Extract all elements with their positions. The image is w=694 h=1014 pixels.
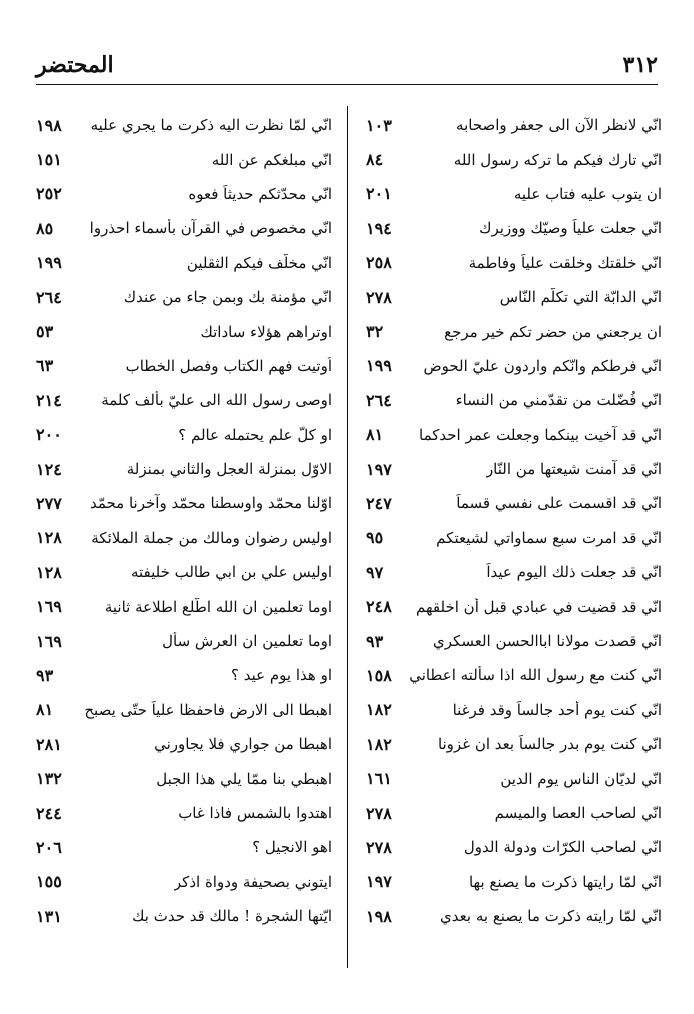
index-entry [366, 486, 662, 520]
index-entry [36, 280, 332, 314]
entry-page-number: ٩٥ [366, 528, 384, 548]
index-entry [366, 452, 662, 486]
entry-text: اوّلنا محمّد واوسطنا محمّد وآخرنا محمّد [89, 494, 332, 513]
index-entry [36, 589, 332, 623]
entry-text: انّي لمّا نظرت اليه ذكرت ما يجري عليه [90, 116, 332, 135]
entry-text: انّي تارك فيكم ما تركه رسول الله [453, 150, 662, 169]
index-entry [36, 314, 332, 348]
entry-text: ان يرجعني من حضر تكم خير مرجع [444, 322, 662, 341]
entry-page-number: ٨١ [36, 700, 54, 720]
entry-page-number: ٢٧٨ [366, 837, 392, 857]
entry-page-number: ١٨٢ [366, 734, 392, 754]
entry-page-number: ١٢٨ [36, 528, 62, 548]
entry-page-number: ١٥٥ [36, 872, 62, 892]
entry-page-number: ٢٨١ [36, 734, 62, 754]
entry-text: او كلّ علم يحتمله عالم ؟ [178, 425, 332, 444]
index-entry [36, 246, 332, 280]
entry-text: انّي لمّا رايتها ذكرت ما يصنع بها [468, 872, 662, 891]
entry-page-number: ١٩٤ [366, 218, 392, 238]
entry-text: اهو الانجيل ؟ [252, 838, 332, 857]
index-entry [366, 693, 662, 727]
index-entry [36, 761, 332, 795]
column-divider [347, 106, 348, 968]
entry-page-number: ٢٦٤ [366, 390, 392, 410]
entry-page-number: ١٦٩ [36, 597, 62, 617]
entry-text: انّي الدابّة التي تكلّم النّاس [499, 288, 662, 307]
index-entry [36, 383, 332, 417]
index-entry [36, 142, 332, 176]
entry-text: انّي قد جعلت ذلك اليوم عيداً [486, 563, 662, 582]
entry-text: انّي قد آمنت شيعتها من النّار [485, 460, 662, 479]
index-entry [36, 486, 332, 520]
entry-page-number: ١٩٧ [366, 872, 392, 892]
index-entry [36, 177, 332, 211]
entry-text: انّي قصدت مولانا اباالحسن العسكري [433, 632, 662, 651]
entry-page-number: ٨١ [366, 425, 384, 445]
index-entry [366, 349, 662, 383]
index-entry [366, 211, 662, 245]
index-column-left [36, 108, 332, 933]
entry-text: اوما تعلمين ان الله اطّلع اطلاعة ثانية [104, 597, 332, 616]
entry-page-number: ٢٥٢ [36, 184, 62, 204]
entry-text: انّي مبلغكم عن الله [211, 150, 332, 169]
index-entry [366, 246, 662, 280]
entry-page-number: ١٢٨ [36, 562, 62, 582]
page-number: ٣١٢ [622, 52, 658, 78]
entry-text: انّي مؤمنة بك وبمن جاء من عندك [123, 288, 332, 307]
index-entry [366, 658, 662, 692]
page-header [36, 48, 658, 82]
index-entry [366, 177, 662, 211]
index-entry [36, 418, 332, 452]
entry-page-number: ١٩٨ [366, 906, 392, 926]
entry-page-number: ٩٣ [36, 665, 54, 685]
entry-page-number: ١٦٩ [36, 631, 62, 651]
index-entry [366, 761, 662, 795]
entry-page-number: ٦٣ [36, 356, 54, 376]
entry-page-number: ٢٤٤ [36, 803, 62, 823]
index-entry [366, 418, 662, 452]
index-column-right [366, 108, 662, 933]
entry-page-number: ١٥٨ [366, 665, 392, 685]
entry-page-number: ٢٥٨ [366, 253, 392, 273]
entry-page-number: ١٦١ [366, 769, 392, 789]
entry-text: انّي فرطكم وانّكم واردون عليّ الحوض [423, 356, 662, 375]
entry-text: او هذا يوم عيد ؟ [231, 666, 332, 685]
index-entry [36, 693, 332, 727]
entry-page-number: ٢٧٨ [366, 287, 392, 307]
entry-page-number: ٩٣ [366, 631, 384, 651]
index-entry [36, 624, 332, 658]
index-entry [366, 521, 662, 555]
index-entry [36, 796, 332, 830]
entry-text: انّي لمّا رايته ذكرت ما يصنع به بعدي [440, 907, 662, 926]
index-entry [36, 211, 332, 245]
entry-page-number: ١٠٣ [366, 115, 392, 135]
entry-text: انّي لصاحب العصا والميسم [494, 804, 662, 822]
entry-page-number: ١٩٨ [36, 115, 62, 135]
entry-text: انّي كنت مع رسول الله اذا سألته اعطاني [409, 666, 662, 685]
entry-page-number: ٢٠١ [366, 184, 392, 204]
entry-text: انّي لصاحب الكرّات ودولة الدول [463, 838, 662, 857]
index-entry [36, 555, 332, 589]
entry-page-number: ٨٤ [366, 150, 384, 170]
entry-text: انّي مخلّف فيكم الثقلين [186, 253, 332, 272]
index-entry [366, 796, 662, 830]
entry-text: اهتدوا بالشمس فاذا غاب [178, 804, 332, 822]
entry-page-number: ٢٦٤ [36, 287, 62, 307]
index-entry [366, 280, 662, 314]
entry-text: انّي محدّثكم حديثاً فعوه [188, 184, 332, 203]
entry-page-number: ٢٤٨ [366, 597, 392, 617]
index-entry [366, 865, 662, 899]
entry-text: ايّتها الشجرة ! مالك قد حدث بك [132, 907, 332, 926]
entry-page-number: ١٩٧ [366, 459, 392, 479]
entry-text: انّي لانظر الآن الى جعفر واصحابه [456, 116, 662, 135]
entry-text: انّي خلقتك وخلقت علياً وفاطمة [468, 253, 662, 272]
entry-text: انّي جعلت علياً وصيّك ووزيرك [479, 219, 662, 238]
entry-text: الاوّل بمنزلة العجل والثاني بمنزلة [126, 460, 332, 479]
entry-page-number: ٢١٤ [36, 390, 62, 410]
index-entry [366, 142, 662, 176]
index-entry [36, 658, 332, 692]
entry-page-number: ٥٣ [36, 322, 54, 342]
index-entry [36, 727, 332, 761]
entry-text: اوصى رسول الله الى عليّ بألف كلمة [101, 391, 332, 410]
index-entry [366, 383, 662, 417]
entry-text: انّي قد قضيت في عبادي قبل أن اخلقهم [416, 597, 662, 616]
index-entry [36, 108, 332, 142]
entry-text: ان يتوب عليه فتاب عليه [513, 184, 662, 203]
entry-text: اُوتيت فهم الكتاب وفصل الخطاب [125, 356, 332, 375]
entry-text: اوليس رضوان ومالك من جملة الملائكة [91, 528, 332, 547]
header-rule [36, 84, 658, 85]
index-entry [36, 865, 332, 899]
index-entry [36, 521, 332, 555]
entry-page-number: ١٣١ [36, 906, 62, 926]
entry-text: انّي مخصوص في القرآن بأسماء احذروا [89, 219, 332, 238]
running-title: المحتضر [36, 52, 114, 78]
index-entry [36, 349, 332, 383]
entry-text: انّي لديّان الناس يوم الدين [500, 769, 662, 788]
index-entry [366, 314, 662, 348]
entry-text: انّي كنت يوم أحد جالساً وقد فرغنا [452, 700, 662, 719]
entry-text: اوما تعلمين ان العرش سأل [162, 632, 332, 651]
index-entry [36, 899, 332, 933]
index-entry [366, 555, 662, 589]
entry-text: اوليس علي بن ابي طالب خليفته [130, 563, 332, 582]
entry-page-number: ١٣٢ [36, 769, 62, 789]
entry-page-number: ٢٤٧ [366, 493, 392, 513]
entry-page-number: ١٩٩ [366, 356, 392, 376]
entry-page-number: ١٩٩ [36, 253, 62, 273]
entry-page-number: ٩٧ [366, 562, 384, 582]
entry-page-number: ٢٧٧ [36, 493, 62, 513]
entry-page-number: ٢٠٦ [36, 837, 62, 857]
entry-page-number: ١٨٢ [366, 700, 392, 720]
entry-page-number: ١٢٤ [36, 459, 62, 479]
index-entry [366, 624, 662, 658]
entry-text: اوتراهم هؤلاء ساداتك [200, 322, 332, 341]
index-entry [36, 830, 332, 864]
entry-page-number: ١٥١ [36, 150, 62, 170]
entry-text: انّي كنت يوم بدر جالساً بعد ان غزونا [437, 735, 662, 754]
entry-text: انّي قد آخيت بينكما وجعلت عمر احدكما [419, 425, 662, 444]
entry-page-number: ٨٥ [36, 218, 54, 238]
index-entry [36, 452, 332, 486]
index-entry [366, 727, 662, 761]
entry-page-number: ٢٧٨ [366, 803, 392, 823]
index-entry [366, 899, 662, 933]
entry-text: ايتوني بصحيفة ودواة اذكر [173, 872, 332, 891]
index-entry [366, 108, 662, 142]
entry-text: اهبطا من جواري فلا يجاورني [154, 735, 332, 754]
entry-page-number: ٢٠٠ [36, 425, 62, 445]
entry-text: انّي فُضّلت من تقدّمني من النساء [455, 391, 662, 410]
entry-page-number: ٣٢ [366, 322, 384, 342]
entry-text: اهبطي بنا ممّا يلي هذا الجبل [156, 769, 332, 788]
index-entry [366, 589, 662, 623]
index-entry [366, 830, 662, 864]
entry-text: انّي قد اقسمت على نفسي قسماً [456, 494, 662, 513]
entry-text: اهبطا الى الارض فاحفظا علياً حتّى يصبح [84, 700, 332, 719]
entry-text: انّي قد امرت سبع سماواتي لشيعتكم [436, 528, 662, 547]
